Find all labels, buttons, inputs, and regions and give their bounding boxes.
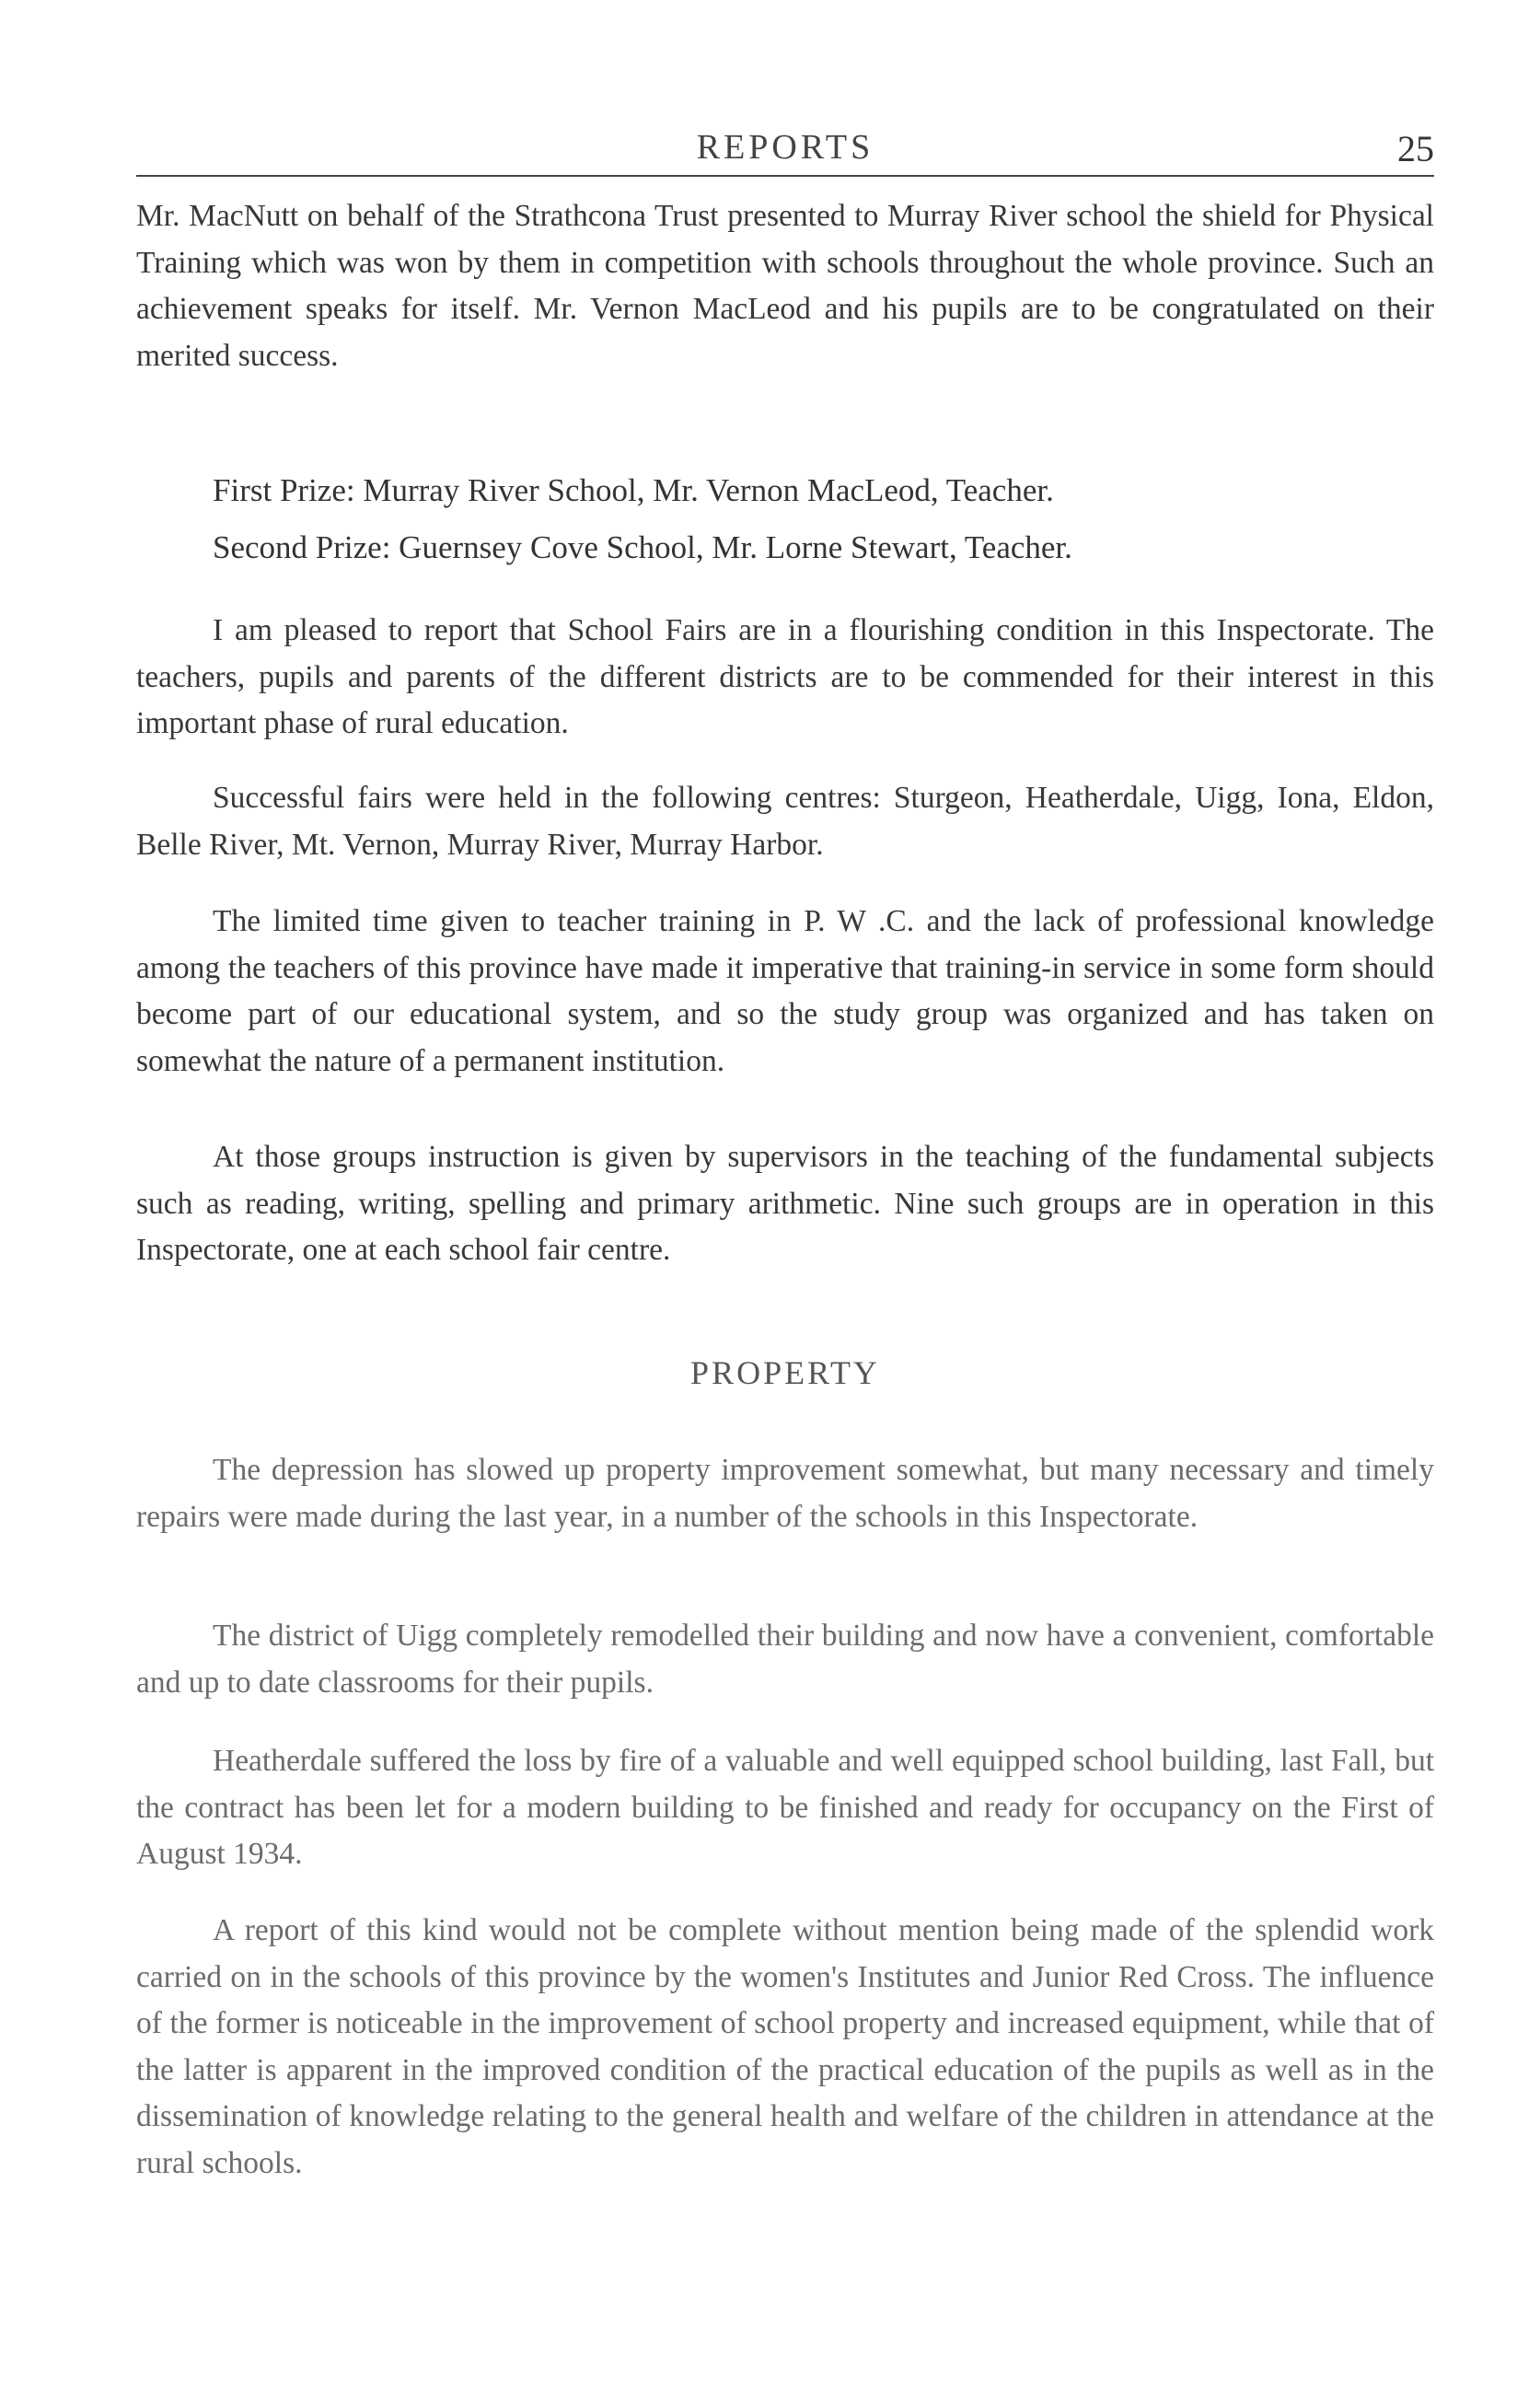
paragraph-text: Heatherdale suffered the loss by fire of a valuable and well equipped school building, last Fall, but the contract has been let for a modern building to be finished and ready for occupancy on the First of August 1934. [136, 1744, 1434, 1871]
paragraph-uigg [136, 1613, 1434, 1706]
paragraph-text: A report of this kind would not be complete without mention being made of the splendid work carried on in the schools of this province by the women's Institutes and Junior Red Cross. The influence of the former is noticeable in the improvement of school property and increased equipment, while that of the latter is apparent in the improved condition of the practical education of the pupils as well as in the dissemination of knowledge relating to the general health and welfare of the children in attendance at the rural schools. [136, 1913, 1434, 2180]
paragraph-text: The depression has slowed up property improvement somewhat, but many necessary and timely repairs were made during the last year, in a number of the schools in this Inspectorate. [136, 1453, 1434, 1534]
paragraph-text: Mr. MacNutt on behalf of the Strathcona Trust presented to Murray River school the shield for Physical Training which was won by them in competition with schools throughout the whole province. Such an achievement speaks for itself. Mr. Vernon MacLeod and his pupils are to be congratulated on their merited success. [136, 199, 1434, 373]
paragraph-strathcona-trust [136, 193, 1434, 379]
paragraph-study-groups [136, 1134, 1434, 1274]
paragraph-text: I am pleased to report that School Fairs are in a flourishing condition in this Inspectorate. The teachers, pupils and parents of the different districts are to be commended for their interest in this important phase of rural education. [136, 613, 1434, 740]
paragraph-text: The limited time given to teacher training in P. W .C. and the lack of professional knowledge among the teachers of this province have made it imperative that training-in service in some form should become part of our educational system, and so the study group was organized and has taken on somewhat the nature of a permanent institution. [136, 904, 1434, 1078]
paragraph-depression [136, 1447, 1434, 1540]
running-title: REPORTS [696, 128, 874, 167]
paragraph-successful-fairs [136, 775, 1434, 868]
second-prize-line: Second Prize: Guernsey Cove School, Mr. Lorne Stewart, Teacher. [213, 529, 1072, 565]
paragraph-heatherdale [136, 1738, 1434, 1878]
paragraph-teacher-training [136, 899, 1434, 1085]
running-header [136, 122, 1434, 177]
page-number: 25 [1397, 128, 1434, 169]
paragraph-text: Successful fairs were held in the following centres: Sturgeon, Heatherdale, Uigg, Iona, Eldon, Belle River, Mt. Vernon, Murray River, Murray Harbor. [136, 781, 1434, 862]
paragraph-school-fairs [136, 608, 1434, 748]
section-heading-property: PROPERTY [690, 1354, 880, 1391]
paragraph-text: At those groups instruction is given by supervisors in the teaching of the fundamental subjects such as reading, writing, spelling and primary arithmetic. Nine such groups are in operation in this Inspectorate, one at each school fair centre. [136, 1140, 1434, 1267]
first-prize-line: First Prize: Murray River School, Mr. Vernon MacLeod, Teacher. [213, 472, 1054, 508]
paragraph-womens-institutes [136, 1908, 1434, 2187]
paragraph-text: The district of Uigg completely remodelled their building and now have a convenient, comfortable and up to date classrooms for their pupils. [136, 1619, 1434, 1700]
